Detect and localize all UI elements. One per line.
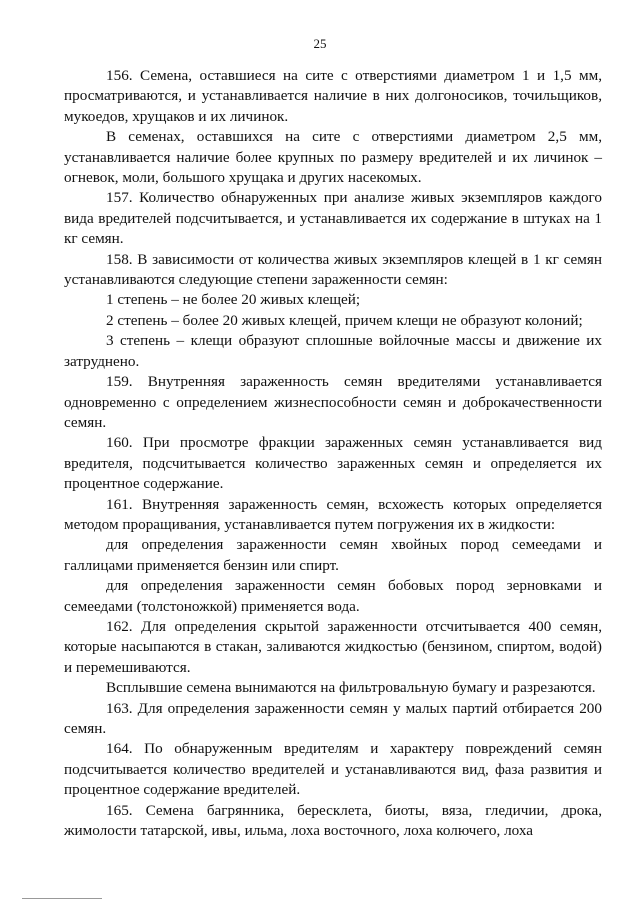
page-number: 25 [313,36,327,51]
paragraph: 165. Семена багрянника, бересклета, биоты, вяза, гледичии, дрока, жимолости татарской, ивы, ильма, лоха восточного, лоха колючего, лоха [64,801,602,840]
paragraph: 160. При просмотре фракции зараженных семян устанавливается вид вредителя, подсчитывается количество зараженных семян и определяется их процентное содержание. [64,434,602,493]
paragraph: 164. По обнаруженным вредителям и характеру повреждений семян подсчитывается количество вредителей и устанавливаются вид, фаза развития и процентное содержание вредителей. [64,740,602,799]
paragraph: 159. Внутренняя зараженность семян вредителями устанавливается одновременно с определением жизнеспособности семян и доброкачественности семян. [64,373,602,431]
bottom-divider [22,898,102,899]
paragraph: 1 степень – не более 20 живых клещей; [106,291,361,309]
paragraph: для определения зараженности семян хвойных пород семеедами и галлицами применяется бензин или спирт. [64,536,602,574]
paragraph: для определения зараженности семян бобовых пород зерновками и семеедами (толстоножкой) применяется вода. [64,577,602,615]
paragraph: Всплывшие семена вынимаются на фильтровальную бумагу и разрезаются. [106,679,596,697]
paragraph: 156. Семена, оставшиеся на сите с отверстиями диаметром 1 и 1,5 мм, просматриваются, и устанавливается наличие в них долгоносиков, точильщиков, мукоедов, хрущаков и их личинок. [64,67,602,125]
paragraph: 158. В зависимости от количества живых экземпляров клещей в 1 кг семян устанавливаются следующие степени зараженности семян: [64,250,602,289]
paragraph: 163. Для определения зараженности семян у малых партий отбирается 200 семян. [64,699,602,737]
paragraph: 162. Для определения скрытой зараженности отсчитывается 400 семян, которые насыпаются в стакан, заливаются жидкостью (бензином, спиртом, водой) и перемешиваются. [64,617,602,676]
paragraph: 3 степень – клещи образуют сплошные войлочные массы и движение их затруднено. [64,332,602,370]
paragraph: 157. Количество обнаруженных при анализе живых экземпляров каждого вида вредителей подсчитывается, и устанавливается их содержание в штуках на 1 кг семян. [64,189,602,248]
paragraph: 2 степень – более 20 живых клещей, причем клещи не образуют колоний; [106,311,583,329]
document-body [64,66,602,841]
paragraph: В семенах, оставшихся на сите с отверстиями диаметром 2,5 мм, устанавливается наличие более крупных по размеру вредителей и их личинок – огневок, моли, большого хрущака и других насекомых. [64,128,602,187]
paragraph: 161. Внутренняя зараженность семян, всхожесть которых определяется методом проращивания, устанавливается путем погружения их в жидкости: [64,495,602,533]
